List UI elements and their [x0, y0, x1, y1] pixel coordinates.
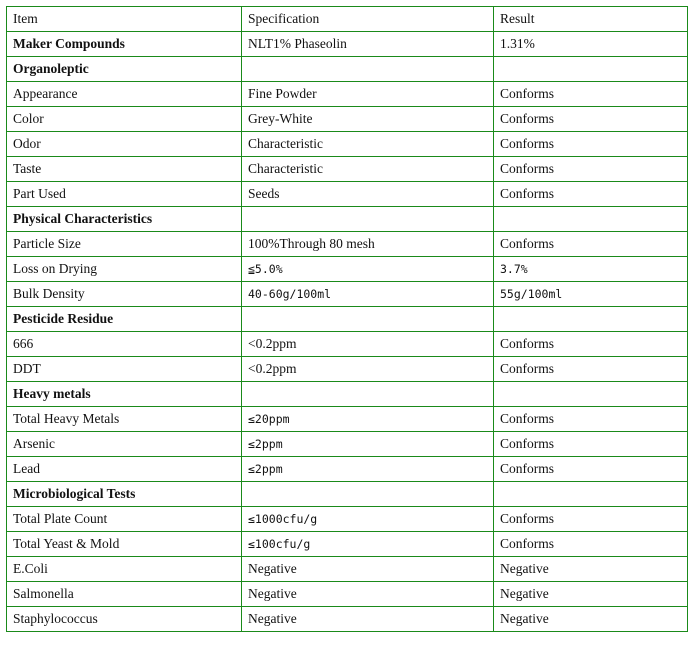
cell-specification: Negative	[242, 557, 494, 582]
cell-item: E.Coli	[7, 557, 242, 582]
cell-item: Staphylococcus	[7, 607, 242, 632]
table-header-row	[7, 7, 688, 32]
cell-result: Conforms	[494, 432, 688, 457]
table-row	[7, 457, 688, 482]
cell-specification: Characteristic	[242, 132, 494, 157]
cell-result: Negative	[494, 557, 688, 582]
cell-result	[494, 382, 688, 407]
cell-result: Negative	[494, 607, 688, 632]
header-result: Result	[494, 7, 688, 32]
cell-specification	[242, 207, 494, 232]
cell-specification: 40-60g/100ml	[242, 282, 494, 307]
cell-item: Arsenic	[7, 432, 242, 457]
section-row	[7, 57, 688, 82]
cell-specification: ≤1000cfu/g	[242, 507, 494, 532]
cell-specification	[242, 482, 494, 507]
cell-item: DDT	[7, 357, 242, 382]
cell-item: Part Used	[7, 182, 242, 207]
cell-item: Lead	[7, 457, 242, 482]
cell-result: Conforms	[494, 107, 688, 132]
cell-result: 1.31%	[494, 32, 688, 57]
table-row	[7, 182, 688, 207]
cell-result: Conforms	[494, 82, 688, 107]
table-row	[7, 157, 688, 182]
cell-item: Total Yeast & Mold	[7, 532, 242, 557]
cell-specification: Fine Powder	[242, 82, 494, 107]
cell-result: Conforms	[494, 357, 688, 382]
cell-specification: Grey-White	[242, 107, 494, 132]
table-row	[7, 282, 688, 307]
table-row	[7, 82, 688, 107]
cell-result: Conforms	[494, 532, 688, 557]
cell-result: Conforms	[494, 332, 688, 357]
table-row	[7, 432, 688, 457]
table-row	[7, 332, 688, 357]
section-row	[7, 307, 688, 332]
cell-specification: 100%Through 80 mesh	[242, 232, 494, 257]
section-row	[7, 32, 688, 57]
cell-item: Color	[7, 107, 242, 132]
cell-item: Total Plate Count	[7, 507, 242, 532]
cell-specification: <0.2ppm	[242, 357, 494, 382]
cell-specification	[242, 382, 494, 407]
table-row	[7, 357, 688, 382]
cell-result: 55g/100ml	[494, 282, 688, 307]
specification-table	[6, 6, 688, 632]
cell-item: Total Heavy Metals	[7, 407, 242, 432]
specification-table-body	[7, 7, 688, 632]
cell-item: Particle Size	[7, 232, 242, 257]
cell-result: Conforms	[494, 182, 688, 207]
cell-specification	[242, 57, 494, 82]
cell-item: Salmonella	[7, 582, 242, 607]
header-specification: Specification	[242, 7, 494, 32]
cell-result: Conforms	[494, 457, 688, 482]
cell-result: Conforms	[494, 507, 688, 532]
cell-specification: Negative	[242, 607, 494, 632]
cell-item: Bulk Density	[7, 282, 242, 307]
cell-specification: ≤20ppm	[242, 407, 494, 432]
cell-specification: <0.2ppm	[242, 332, 494, 357]
cell-specification: Negative	[242, 582, 494, 607]
section-row	[7, 207, 688, 232]
table-row	[7, 257, 688, 282]
cell-item: Taste	[7, 157, 242, 182]
cell-specification: Characteristic	[242, 157, 494, 182]
cell-specification: ≤2ppm	[242, 432, 494, 457]
table-row	[7, 507, 688, 532]
table-row	[7, 132, 688, 157]
cell-specification: Seeds	[242, 182, 494, 207]
table-row	[7, 532, 688, 557]
table-row	[7, 582, 688, 607]
cell-specification: ≤100cfu/g	[242, 532, 494, 557]
table-row	[7, 557, 688, 582]
cell-result: Conforms	[494, 132, 688, 157]
table-row	[7, 607, 688, 632]
cell-item: 666	[7, 332, 242, 357]
cell-item: Organoleptic	[7, 57, 242, 82]
cell-item: Odor	[7, 132, 242, 157]
cell-result: Conforms	[494, 232, 688, 257]
table-row	[7, 407, 688, 432]
header-item: Item	[7, 7, 242, 32]
cell-specification	[242, 307, 494, 332]
cell-item: Maker Compounds	[7, 32, 242, 57]
cell-result: 3.7%	[494, 257, 688, 282]
cell-specification: ≤2ppm	[242, 457, 494, 482]
cell-specification: NLT1% Phaseolin	[242, 32, 494, 57]
section-row	[7, 382, 688, 407]
cell-item: Physical Characteristics	[7, 207, 242, 232]
section-row	[7, 482, 688, 507]
cell-result	[494, 207, 688, 232]
cell-result: Negative	[494, 582, 688, 607]
cell-result	[494, 307, 688, 332]
cell-result	[494, 57, 688, 82]
table-row	[7, 232, 688, 257]
cell-item: Appearance	[7, 82, 242, 107]
cell-result: Conforms	[494, 157, 688, 182]
table-row	[7, 107, 688, 132]
cell-result	[494, 482, 688, 507]
cell-result: Conforms	[494, 407, 688, 432]
cell-item: Microbiological Tests	[7, 482, 242, 507]
cell-item: Heavy metals	[7, 382, 242, 407]
cell-specification: ≦5.0%	[242, 257, 494, 282]
cell-item: Pesticide Residue	[7, 307, 242, 332]
cell-item: Loss on Drying	[7, 257, 242, 282]
